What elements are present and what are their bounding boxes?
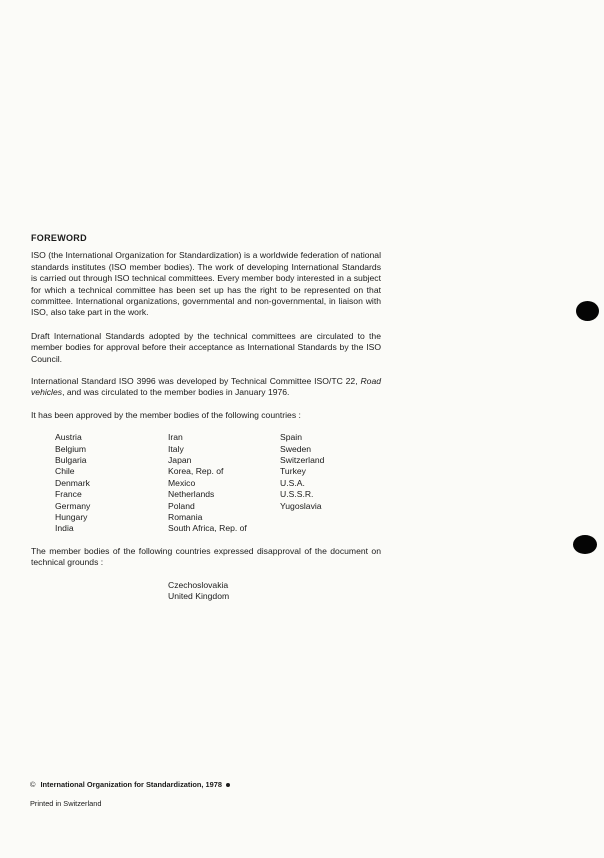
country-item: Italy <box>168 443 184 454</box>
country-item: Czechoslovakia <box>168 579 229 590</box>
development-text-start: International Standard ISO 3996 was developed by Technical Committee ISO/TC 22, <box>31 376 358 387</box>
bullet-icon <box>226 783 230 787</box>
country-item: India <box>55 523 74 534</box>
paragraph-approval: It has been approved by the member bodies of the following countries : <box>31 409 301 420</box>
country-item: France <box>55 489 82 500</box>
country-item: Switzerland <box>280 455 325 466</box>
country-item: Japan <box>168 455 192 466</box>
country-item: Belgium <box>55 443 87 454</box>
country-item: Iran <box>168 432 183 443</box>
punch-hole-icon <box>576 301 599 321</box>
country-item: Korea, Rep. of <box>168 466 224 477</box>
country-item: Spain <box>280 432 302 443</box>
copyright-symbol: © <box>30 780 36 789</box>
country-item: Mexico <box>168 477 196 488</box>
country-item: Netherlands <box>168 489 215 500</box>
country-item: Bulgaria <box>55 455 87 466</box>
country-item: Turkey <box>280 466 306 477</box>
country-column-3 <box>280 432 390 535</box>
country-item: U.S.S.R. <box>280 489 314 500</box>
country-item: Denmark <box>55 477 90 488</box>
country-item: Romania <box>168 512 203 523</box>
country-column-2 <box>168 432 280 535</box>
country-item: United Kingdom <box>168 591 230 601</box>
foreword-section <box>31 233 381 602</box>
development-text-end: , and was circulated to the member bodies in January 1976. <box>62 387 290 398</box>
foreword-heading: FOREWORD <box>31 233 87 243</box>
copyright-notice <box>30 780 230 789</box>
country-item: Sweden <box>280 443 312 454</box>
printed-location: Printed in Switzerland <box>30 799 102 808</box>
paragraph-iso-intro: ISO (the International Organization for Standardization) is a worldwide federation of national standards institutes (ISO member bodies). The work of developing International Standards is carried out through ISO technical committees. Every member body interested in a subject for which a technical committee has been set up has the right to be represented on that committee. International organizations, governmental and non-governmental, in liaison with ISO, also take part in the work. <box>31 250 381 318</box>
country-item: U.S.A. <box>280 477 305 488</box>
committee-name: Road vehicles <box>31 376 382 398</box>
approving-countries-list <box>55 432 381 535</box>
country-item: Hungary <box>55 512 88 523</box>
country-column-1 <box>55 432 168 535</box>
copyright-text: International Organization for Standardization, 1978 <box>40 780 222 789</box>
disapproving-countries-list <box>168 580 381 603</box>
punch-hole-icon <box>573 535 597 554</box>
country-item: Austria <box>55 432 82 443</box>
country-item: Chile <box>55 466 75 477</box>
paragraph-disapproval: The member bodies of the following countries expressed disapproval of the document on technical grounds : <box>31 545 381 568</box>
country-item: South Africa, Rep. of <box>168 523 247 534</box>
country-item: Germany <box>55 500 91 511</box>
paragraph-development <box>31 376 381 399</box>
country-item: Yugoslavia <box>280 500 322 511</box>
country-item: Poland <box>168 500 195 511</box>
paragraph-draft-standards: Draft International Standards adopted by the technical committees are circulated to the member bodies for approval before their acceptance as International Standards by the ISO Council. <box>31 330 381 364</box>
